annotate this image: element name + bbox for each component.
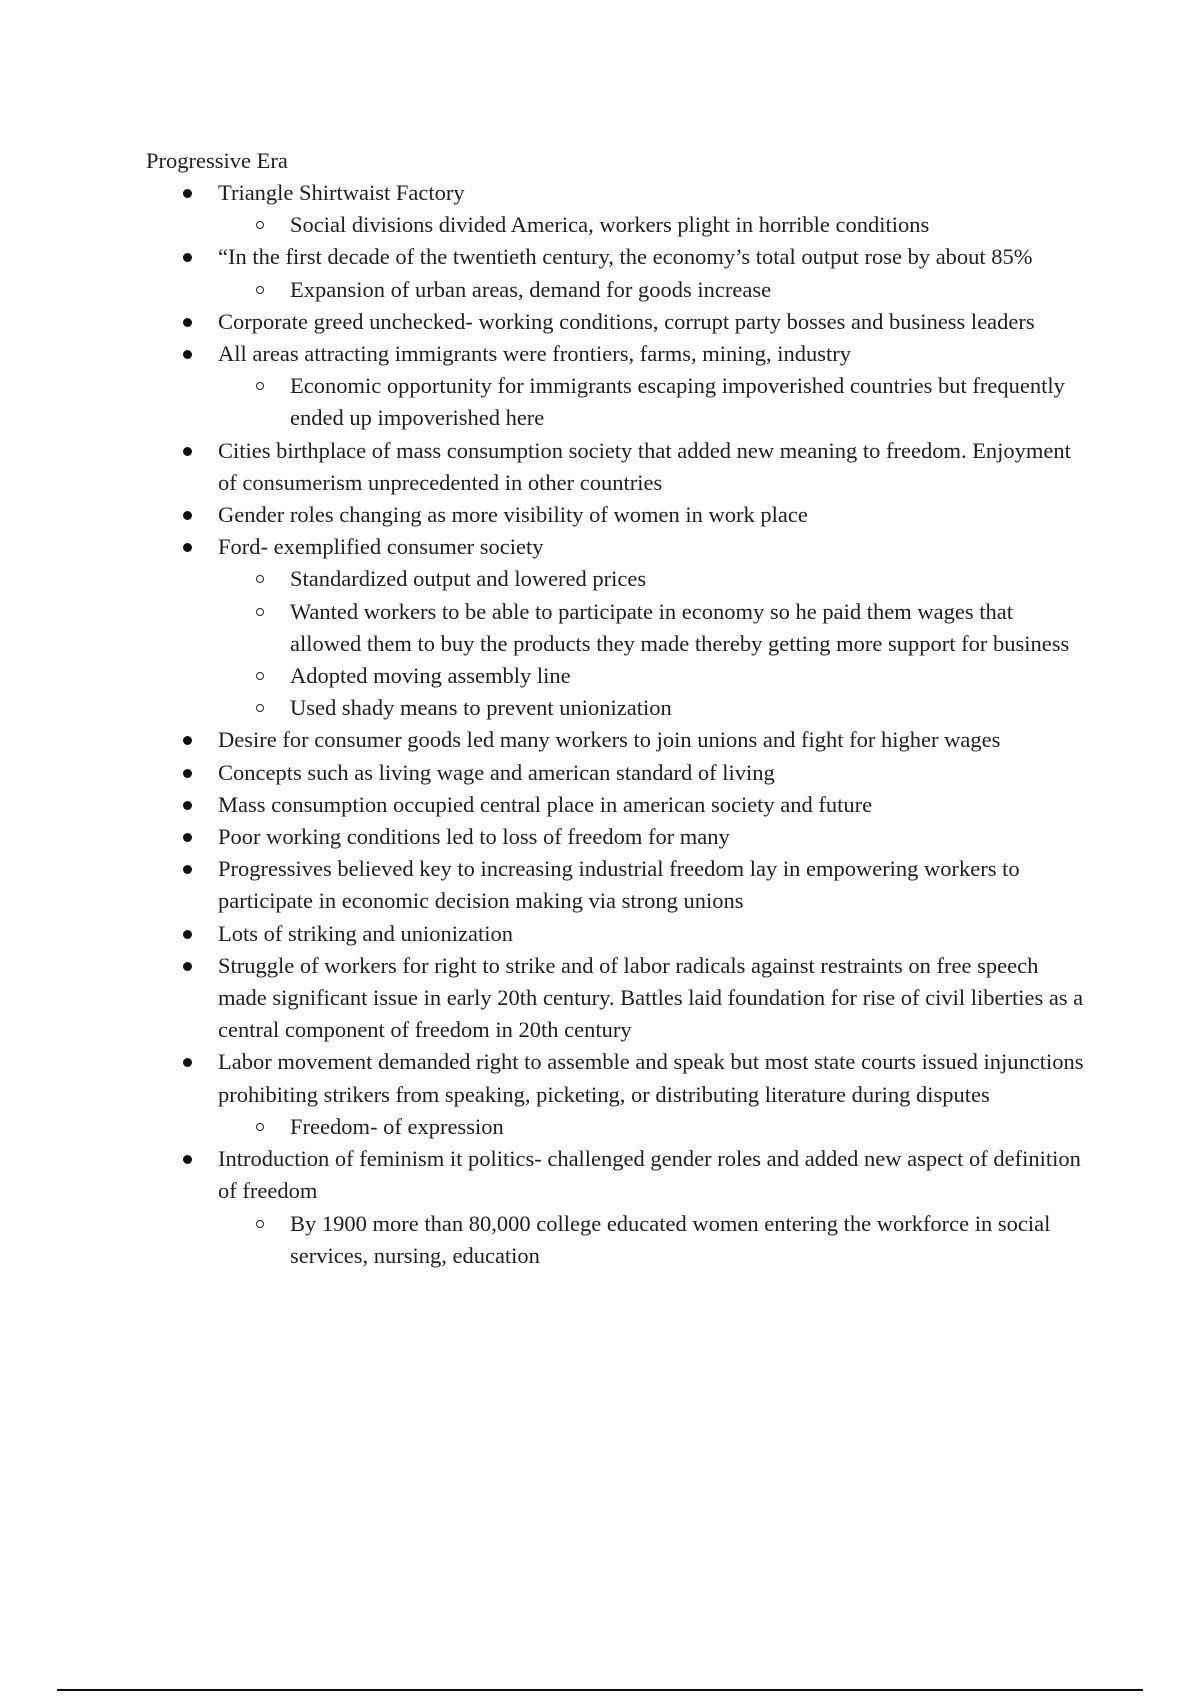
sub-list-item	[0, 274, 1080, 306]
list-item	[0, 724, 1088, 756]
sub-list-item	[0, 1208, 1080, 1272]
list-item-text: Social divisions divided America, workers plight in horrible conditions	[290, 212, 930, 238]
sub-list-item	[0, 209, 1080, 241]
list-item-text: All areas attracting immigrants were frontiers, farms, mining, industry	[218, 341, 851, 367]
list-item-text: Labor movement demanded right to assemble and speak but most state courts issued injunctions prohibiting strikers from speaking, picketing, or distributing literature during disputes	[218, 1049, 1084, 1107]
list-item-text: Wanted workers to be able to participate in economy so he paid them wages that allowed them to buy the products they made thereby getting more support for business	[290, 598, 1070, 656]
list-item	[0, 1046, 1088, 1110]
list-item-text: “In the first decade of the twentieth century, the economy’s total output rose by about 85%	[218, 244, 1033, 270]
list-item-text: Corporate greed unchecked- working conditions, corrupt party bosses and business leaders	[218, 308, 1035, 334]
list-item-text: Struggle of workers for right to strike and of labor radicals against restraints on free speech made significant issue in early 20th century. Battles laid foundation for rise of civil liberties as a central component of freedom in 20th century	[218, 952, 1084, 1043]
list-item	[0, 241, 1088, 273]
list-item	[0, 1143, 1088, 1207]
list-item-text: Poor working conditions led to loss of freedom for many	[218, 824, 730, 850]
list-item	[0, 757, 1088, 789]
sub-list-item	[0, 596, 1080, 660]
list-item-text: Concepts such as living wage and american standard of living	[218, 759, 775, 785]
list-item-text: Mass consumption occupied central place in american society and future	[218, 791, 873, 817]
list-item	[0, 177, 1088, 209]
footer-divider	[57, 1689, 1143, 1691]
sub-list-item	[0, 660, 1080, 692]
list-item-text: Cities birthplace of mass consumption society that added new meaning to freedom. Enjoyment of consumerism unprecedented in other countries	[218, 437, 1071, 495]
sub-list-item	[0, 563, 1080, 595]
list-item-text: Desire for consumer goods led many workers to join unions and fight for higher wages	[218, 727, 1001, 753]
list-item-text: Standardized output and lowered prices	[290, 566, 647, 592]
list-item-text: Adopted moving assembly line	[290, 663, 571, 689]
list-item-text: Ford- exemplified consumer society	[218, 534, 544, 560]
list-item-text: Triangle Shirtwaist Factory	[218, 180, 465, 205]
list-item	[0, 853, 1088, 917]
list-item	[0, 789, 1088, 821]
list-item-text: Freedom- of expression	[290, 1113, 504, 1139]
document-title: Progressive Era	[146, 148, 288, 173]
sub-list-item	[0, 692, 1080, 724]
list-item	[0, 821, 1088, 853]
notes-outline	[0, 177, 1200, 1272]
list-item-text: Introduction of feminism it politics- challenged gender roles and added new aspect of definition of freedom	[218, 1146, 1081, 1204]
list-item	[0, 306, 1088, 338]
sub-list-item	[0, 370, 1080, 434]
list-item	[0, 950, 1088, 1047]
list-item	[0, 435, 1088, 499]
list-item	[0, 338, 1088, 370]
list-item-text: Expansion of urban areas, demand for goods increase	[290, 276, 772, 302]
list-item-text: Lots of striking and unionization	[218, 920, 513, 946]
list-item-text: Used shady means to prevent unionization	[290, 695, 672, 721]
list-item-text: By 1900 more than 80,000 college educated women entering the workforce in social services, nursing, education	[290, 1210, 1051, 1268]
sub-list-item	[0, 1111, 1080, 1143]
list-item	[0, 918, 1088, 950]
list-item-text: Economic opportunity for immigrants escaping impoverished countries but frequently ended up impoverished here	[290, 373, 1065, 431]
list-item	[0, 531, 1088, 563]
list-item-text: Progressives believed key to increasing industrial freedom lay in empowering workers to participate in economic decision making via strong unions	[218, 856, 1020, 914]
list-item	[0, 499, 1088, 531]
list-item-text: Gender roles changing as more visibility of women in work place	[218, 502, 808, 528]
